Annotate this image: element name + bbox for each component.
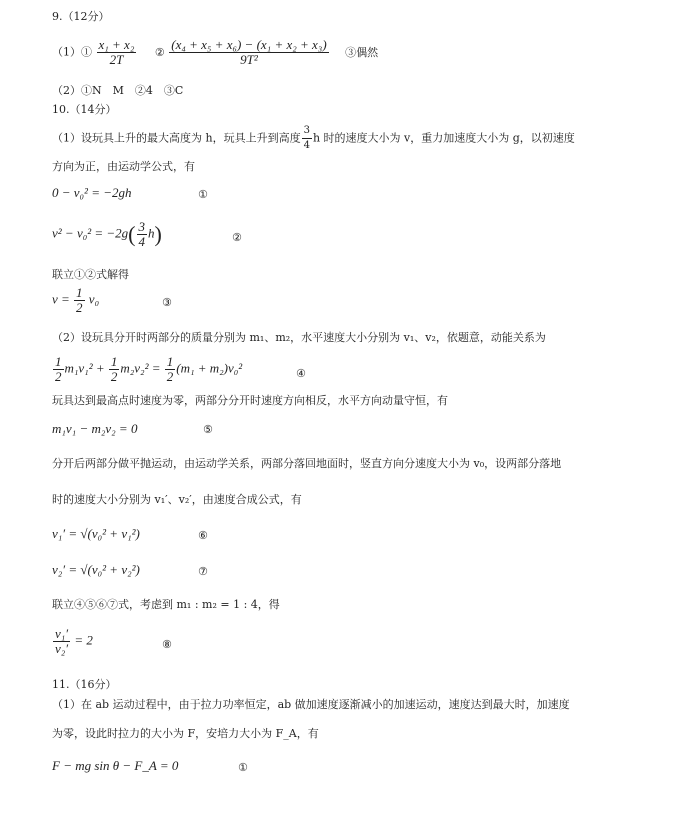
q10-eq3-frac-den: 2 bbox=[76, 300, 83, 315]
q10-eq8 bbox=[52, 627, 93, 656]
q9-mark3: ③偶然 bbox=[345, 45, 379, 59]
q10-eq5: m₁v₁ − m₂v₂ = 0 bbox=[52, 421, 138, 436]
q10-eq2-h: h bbox=[148, 225, 155, 241]
q9-expr1 bbox=[97, 38, 137, 67]
q10-eq4-half3-num: 1 bbox=[166, 354, 174, 369]
q10-p1-line1 bbox=[52, 124, 575, 153]
q10-eq3-mark: ③ bbox=[162, 296, 172, 309]
q10-p1-b: h 时的速度大小为 v，重力加速度大小为 g，以初速度 bbox=[312, 131, 575, 145]
q10-eq4-mark: ④ bbox=[296, 367, 306, 380]
q9-expr1-den: 2T bbox=[109, 52, 124, 67]
q10-eq2-mark: ② bbox=[232, 231, 242, 244]
q10-p1-a: （1）设玩具上升的最大高度为 h，玩具上升到高度 bbox=[52, 131, 301, 145]
q10-eq3-right: v₀ bbox=[88, 291, 100, 307]
q10-eq3-frac-num: 1 bbox=[76, 285, 83, 300]
q10-p2-d: 时的速度大小分别为 v₁′、v₂′，由速度合成公式，有 bbox=[52, 493, 302, 506]
q10-eq4-half2-den: 2 bbox=[110, 369, 118, 384]
q10-eq2-left: v² − v₀² = −2g bbox=[52, 225, 129, 241]
q10-eq4-t2: m₂v₂² = bbox=[120, 360, 161, 376]
q10-p2-a: （2）设玩具分开时两部分的质量分别为 m₁、m₂，水平速度大小分别为 v₁、v₂，依题意，动能关系为 bbox=[52, 331, 546, 344]
q9-expr2-den: 9T² bbox=[240, 52, 258, 67]
q10-eq8-right: = 2 bbox=[74, 632, 93, 648]
q9-header: 9.（12分） bbox=[52, 10, 110, 23]
q10-eq6: v₁′ = √(v₀² + v₁²) bbox=[52, 526, 140, 541]
q10-eq8-den: v₂′ bbox=[55, 641, 69, 656]
q10-eq2-frac-num: 3 bbox=[138, 219, 145, 234]
q10-p2-c: 分开后两部分做平抛运动，由运动学关系，两部分落回地面时，竖直方向分速度大小为 v₀，设两部分落地 bbox=[52, 457, 562, 470]
q10-eq1-mark: ① bbox=[198, 188, 208, 201]
q10-eq3-frac bbox=[74, 286, 85, 315]
q9-expr2-num: (x₄ + x₅ + x₆) − (x₁ + x₂ + x₃) bbox=[171, 37, 327, 52]
q10-eq6-mark: ⑥ bbox=[198, 529, 208, 542]
q10-eq4-t1: m₁v₁² + bbox=[64, 360, 105, 376]
q10-eq4-t3: (m₁ + m₂)v₀² bbox=[176, 360, 243, 376]
q10-eq4-half1-num: 1 bbox=[55, 354, 62, 369]
q10-eq8-mark: ⑧ bbox=[162, 638, 172, 651]
q10-eq8-num: v₁′ bbox=[55, 626, 69, 641]
q10-p1-frac-num: 3 bbox=[302, 124, 312, 139]
q10-eq4 bbox=[52, 355, 242, 384]
q10-eq2-frac bbox=[137, 220, 148, 249]
q9-part1-label: （1）① bbox=[52, 45, 92, 59]
q9-expr1-num: x₁ + x₂ bbox=[98, 37, 135, 52]
q10-header: 10.（14分） bbox=[52, 103, 117, 116]
q10-eq4-half2 bbox=[109, 355, 120, 384]
q10-eq3 bbox=[52, 286, 99, 315]
q10-p2-b: 玩具达到最高点时速度为零，两部分分开时速度方向相反，水平方向动量守恒，有 bbox=[52, 394, 448, 407]
q10-eq8-frac bbox=[53, 627, 70, 656]
q10-eq4-half3 bbox=[165, 355, 176, 384]
q10-eq1: 0 − v₀² = −2gh bbox=[52, 185, 132, 200]
q10-eq4-half3-den: 2 bbox=[166, 369, 174, 384]
q10-eq3-left: v = bbox=[52, 291, 70, 307]
q10-eq7-mark: ⑦ bbox=[198, 565, 208, 578]
q9-mark2: ② bbox=[154, 45, 165, 59]
q10-eq4-half1 bbox=[53, 355, 64, 384]
q9-expr2 bbox=[169, 38, 328, 67]
q10-combine1: 联立①②式解得 bbox=[52, 268, 129, 281]
q10-eq4-half1-den: 2 bbox=[55, 369, 62, 384]
q10-p1-frac-den: 4 bbox=[303, 140, 310, 151]
q11-header: 11.（16分） bbox=[52, 678, 117, 691]
q10-eq7: v₂′ = √(v₀² + v₂²) bbox=[52, 562, 140, 577]
q10-p1-frac bbox=[302, 124, 312, 153]
q11-p1-b: 为零，设此时拉力的大小为 F，安培力大小为 F_A，有 bbox=[52, 727, 319, 740]
q10-eq2: v² − v₀² = −2g( $\frac{3}{4}$ h) bbox=[52, 219, 162, 249]
q10-eq5-mark: ⑤ bbox=[203, 423, 213, 436]
q10-eq4-half2-num: 1 bbox=[110, 354, 118, 369]
q11-eq1: F − mg sin θ − F_A = 0 bbox=[52, 758, 179, 773]
q9-part1 bbox=[52, 38, 378, 67]
q9-part2: （2）①N M ②4 ③C bbox=[52, 84, 184, 97]
q11-p1-a: （1）在 ab 运动过程中，由于拉力功率恒定，ab 做加速度逐渐减小的加速运动，速度达到最大时，加速度 bbox=[52, 698, 570, 711]
q11-eq1-mark: ① bbox=[238, 761, 248, 774]
q10-p1-c: 方向为正，由运动学公式，有 bbox=[52, 160, 195, 173]
q10-combine2: 联立④⑤⑥⑦式，考虑到 m₁ : m₂ = 1 : 4，得 bbox=[52, 598, 280, 611]
q10-eq2-frac-den: 4 bbox=[138, 234, 145, 249]
